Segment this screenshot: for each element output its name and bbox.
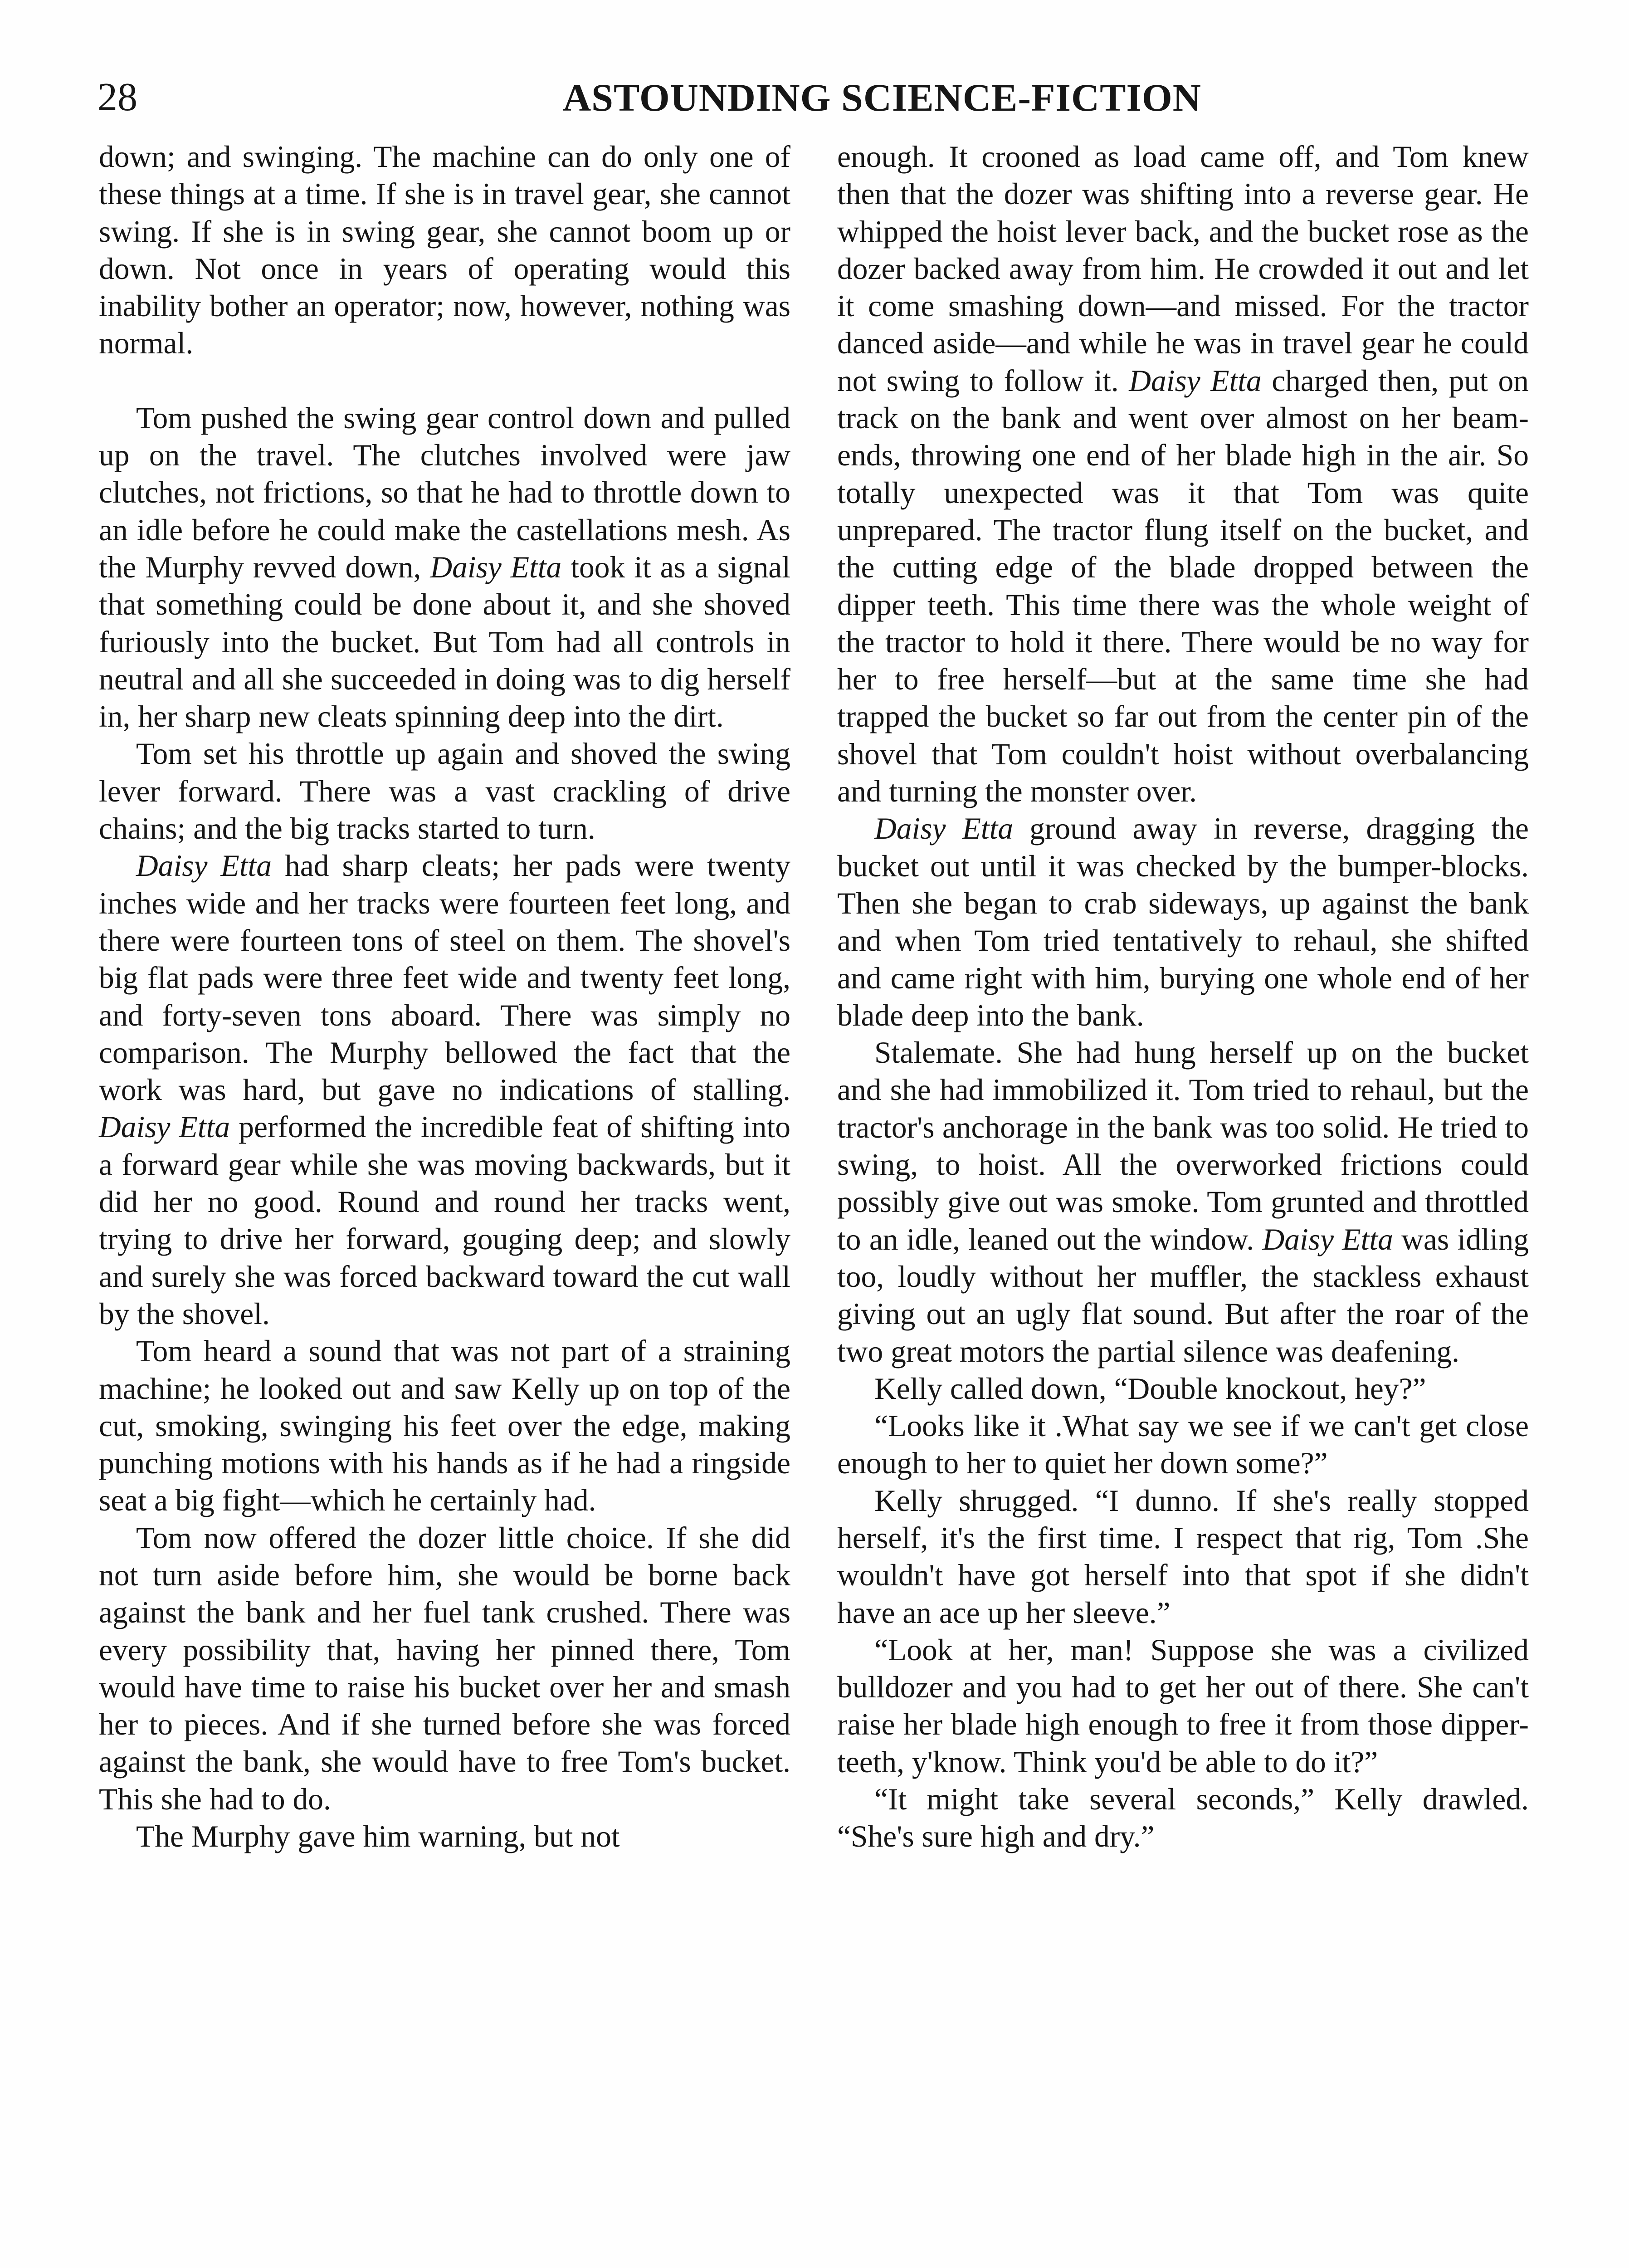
text-run: Stalemate. She had hung herself up on the bucket and she had immobilized it. Tom tried to rehaul, but the tractor's anchorage in the bank was too solid. He tried to swing, to hoist. All the overworked frictions could possibly give out was smoke. Tom grunted and throttled to an idle, leaned out the window. [837,1036,1529,1256]
text-run: ground away in reverse, dragging the bucket out until it was checked by the bumper-blocks. Then she began to crab sideways, up against the bank and when Tom tried tentatively to rehaul, she shifted and came right with him, burying one whole end of her blade deep into the bank. [837,811,1529,1032]
paragraph [837,1034,1529,1370]
paragraph: Tom heard a sound that was not part of a straining machine; he looked out and saw Kelly up on top of the cut, smoking, swinging his feet over the edge, making punching motions with his hands as if he had a ringside seat a big fight—which he certainly had. [99,1334,790,1518]
italic-name: Daisy Etta [874,811,1014,846]
paragraph: “Look at her, man! Suppose she was a civilized bulldozer and you had to get her out of there. She can't raise her blade high enough to free it from those dipper-teeth, y'know. Think you'd be able to do it?” [837,1633,1529,1779]
paragraph: Tom now offered the dozer little choice. If she did not turn aside before him, she would be borne back against the bank and her fuel tank crushed. There was every possibility that, having her pinned there, Tom would have time to raise his bucket over her and smash her to pieces. And if she turned before she was forced against the bank, she would have to free Tom's bucket. This she had to do. [99,1520,790,1816]
paragraph: Tom set his throttle up again and shoved the swing lever forward. There was a vast crackling of drive chains; and the big tracks started to turn. [99,737,790,846]
paragraph: “Looks like it .What say we see if we can't get close enough to her to quiet her down some?” [837,1409,1529,1481]
italic-name: Daisy Etta [1262,1222,1393,1256]
paragraph [99,400,790,736]
paragraph: “It might take several seconds,” Kelly drawled. “She's sure high and dry.” [837,1782,1529,1854]
paragraph: The Murphy gave him warning, but not [136,1819,620,1854]
text-run: Tom pushed the swing gear control down and pulled up on the travel. The clutches involved were jaw clutches, not frictions, so that he had to throttle down to an idle before he could make the castellations mesh. As the Murphy revved down, [99,401,790,584]
left-column [99,138,790,1855]
paragraph: down; and swinging. The machine can do only one of these things at a time. If she is in travel gear, she cannot swing. If she is in swing gear, she cannot boom up or down. Not once in years of operating would this inability bother an operator; now, however, nothing was normal. [99,140,790,361]
italic-name: Daisy Etta [430,550,562,584]
text-run: was idling too, loudly without her muffler, the stackless exhaust giving out an ugly flat sound. But after the roar of the two great motors the partial silence was deafening. [837,1222,1529,1369]
italic-name: Daisy Etta [136,849,272,883]
right-column [837,138,1529,1856]
italic-name: Daisy Etta [99,1110,230,1144]
paragraph [837,138,1529,810]
page-header [98,68,1544,127]
text-run: charged then, put on track on the bank and went over almost on her beam-ends, throwing one end of her blade high in the air. So totally unexpected was it that Tom was quite unprepared. The tractor flung itself on the bucket, and the cutting edge of the blade dropped between the dipper teeth. This time there was the whole weight of the tractor to hold it there. There would be no way for her to free herself—but at the same time she had trapped the bucket so far out from the center pin of the shovel that Tom couldn't hoist without overbalancing and turning the monster over. [837,363,1529,809]
paragraph: Kelly called down, “Double knockout, hey?” [874,1371,1426,1406]
paragraph [837,810,1529,1034]
text-run: performed the incredible feat of shifting into a forward gear while she was moving backwards, but it did her no good. Round and round her tracks went, trying to drive her forward, gouging deep; and slowly and surely she was forced backward toward the cut wall by the shovel. [99,1110,790,1331]
text-run: took it as a signal that something could be done about it, and she shoved furiously into the bucket. But Tom had all controls in neutral and all she succeeded in doing was to dig herself in, her sharp new cleats spinning deep into the dirt. [99,550,791,734]
text-run: had sharp cleats; her pads were twenty inches wide and her tracks were fourteen feet long, and there were fourteen tons of steel on them. The shovel's big flat pads were three feet wide and twenty feet long, and forty-seven tons aboard. There was simply no comparison. The Murphy bellowed the fact that the work was hard, but gave no indications of stalling. [99,849,790,1107]
magazine-title: ASTOUNDING SCIENCE-FICTION [563,76,1201,119]
paragraph: Kelly shrugged. “I dunno. If she's really stopped herself, it's the first time. I respect that rig, Tom .She wouldn't have got herself into that spot if she didn't have an ace up her sleeve.” [837,1483,1529,1630]
text-run: enough. It crooned as load came off, and Tom knew then that the dozer was shifting into a reverse gear. He whipped the hoist lever back, and the bucket rose as the dozer backed away from him. He crowded it out and let it come smashing down—and missed. For the tractor danced aside—and while he was in travel gear he could not swing to follow it. [837,140,1529,398]
page-number: 28 [98,75,137,119]
italic-name: Daisy Etta [1129,363,1262,398]
paragraph [99,847,790,1333]
